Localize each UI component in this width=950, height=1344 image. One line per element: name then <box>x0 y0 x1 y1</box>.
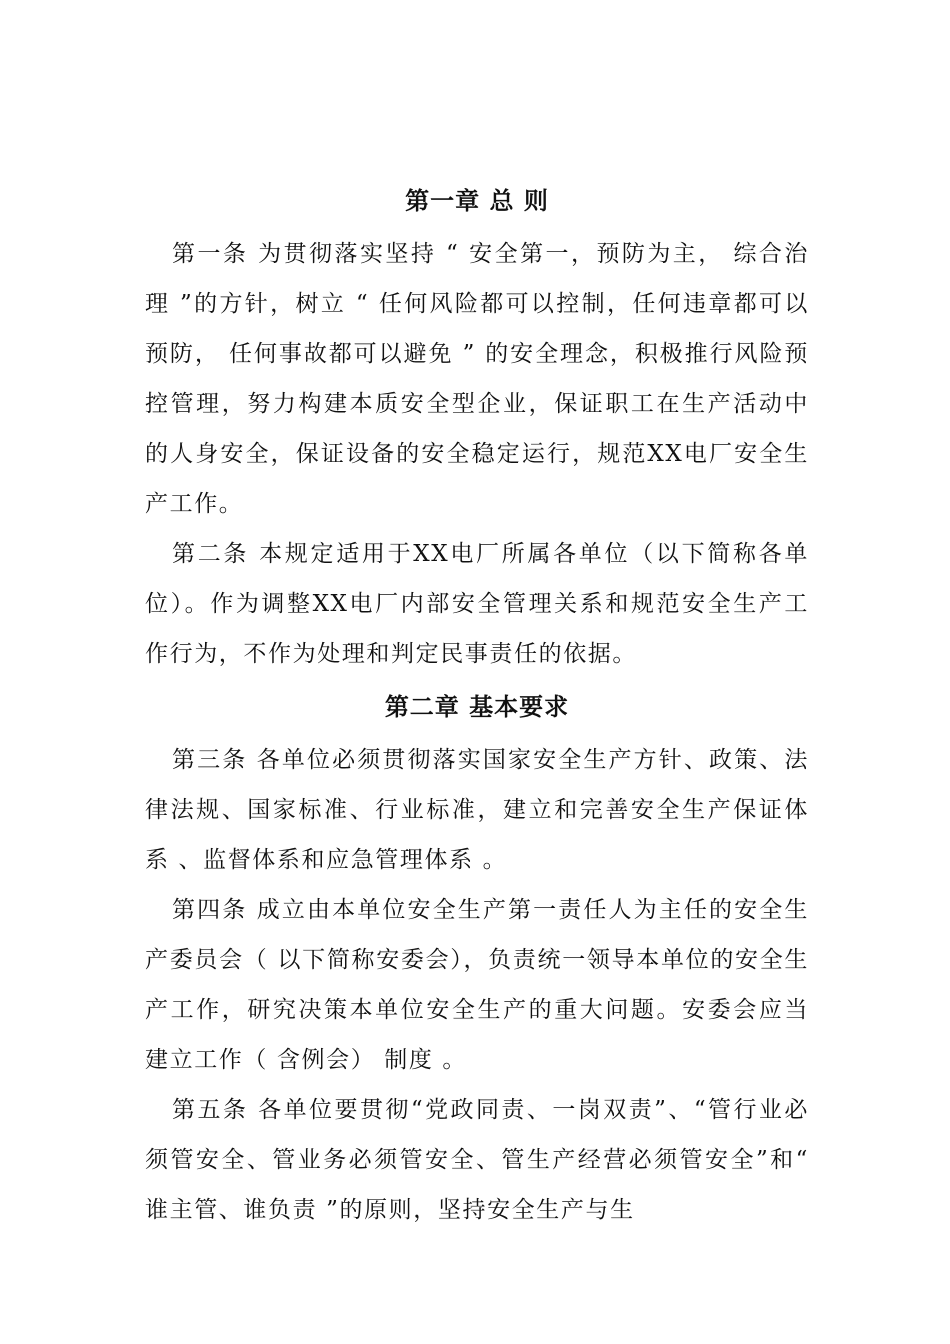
article-5: 第五条 各单位要贯彻“党政同责、一岗双责”、“管行业必须管安全、管业务必须管安全、管生产经营必须管安全”和“ 谁主管、谁负责 ”的原则，坚持安全生产与生 <box>145 1097 809 1223</box>
chapter-2-title: 第二章 基本要求 <box>384 692 570 721</box>
article-4: 第四条 成立由本单位安全生产第一责任人为主任的安全生产委员会（ 以下简称安委会），负责统一领导本单位的安全生产工作，研究决策本单位安全生产的重大问题。安委会应当建立工作（ 含例会） 制度 。 <box>145 897 809 1073</box>
article-1: 第一条 为贯彻落实坚持 “ 安全第一，预防为主， 综合治理 ”的方针，树立 “ 任何风险都可以控制，任何违章都可以预防， 任何事故都可以避免 ” 的安全理念，积极推行风险预控管理，努力构建本质安全型企业，保证职工在生产活动中的人身安全，保证设备的安全稳定运行，规范XX电厂安全生产工作。 <box>145 241 809 517</box>
article-3: 第三条 各单位必须贯彻落实国家安全生产方针、政策、法律法规、国家标准、行业标准，建立和完善安全生产保证体系 、监督体系和应急管理体系 。 <box>145 747 809 873</box>
chapter-1-title: 第一章 总 则 <box>405 186 549 215</box>
article-2: 第二条 本规定适用于XX电厂所属各单位（以下简称各单位）。作为调整XX电厂内部安全管理关系和规范安全生产工作行为，不作为处理和判定民事责任的依据。 <box>145 541 809 667</box>
document-body <box>145 173 809 1235</box>
